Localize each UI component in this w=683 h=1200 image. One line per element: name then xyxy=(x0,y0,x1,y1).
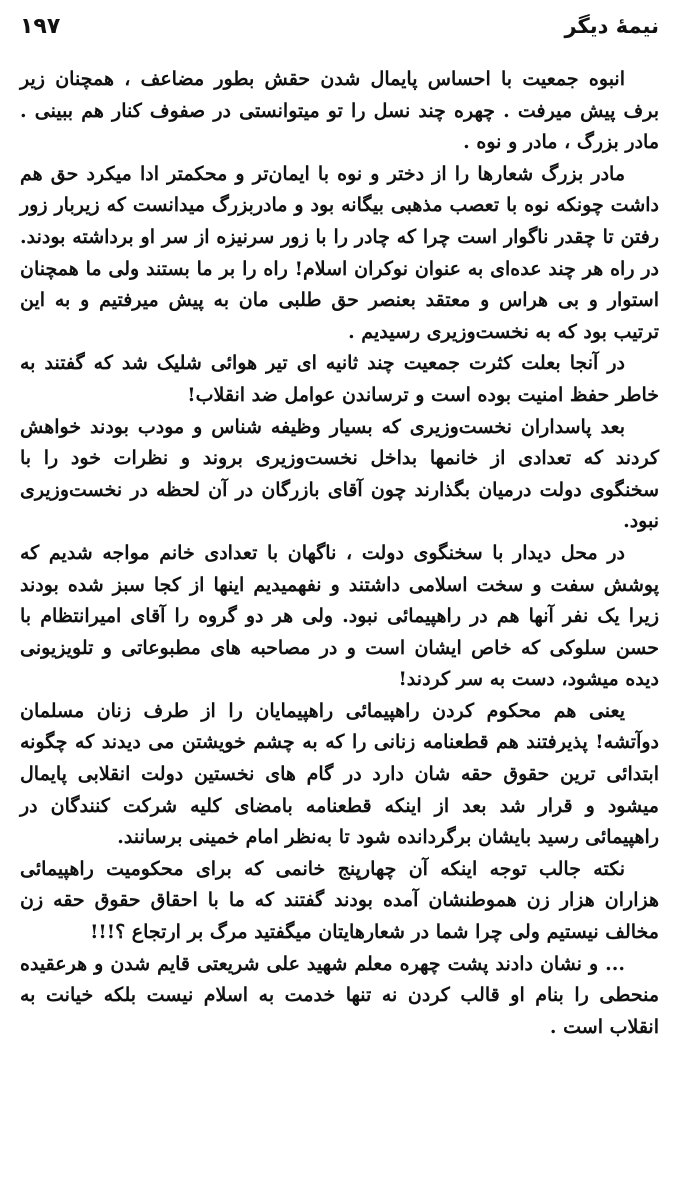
running-title: نیمهٔ دیگر xyxy=(564,14,659,38)
page-header xyxy=(20,14,659,54)
paragraph: نکته جالب توجه اینکه آن چهارپنج خانمی که برای محکومیت راهپیمائی هزاران هزار زن هموطنشان آمده بودند گفتند که ما با احقاق حقوق حقه زن مخالف نیستیم ولی چرا شما در شعارهایتان میگفتید مرگ بر ارتجاع ؟!!! xyxy=(20,857,659,944)
paragraph: ... و نشان دادند پشت چهره معلم شهید علی شریعتی قایم شدن و هرعقیده منحطی را بنام او قالب کردن نه تنها خدمت به اسلام نیست بلکه خیانت به انقلاب است . xyxy=(20,952,659,1038)
paragraph: یعنی هم محکوم کردن راهپیمائی راهپیمایان را از طرف زنان مسلمان دوآتشه! پذیرفتند هم قطعنامه زنانی را که به چشم خویشتن می دیدند که چگونه ابتدائی ترین حقوق حقه شان دارد در گام های نخستین دولت انقلابی پایمال میشود و قرار شد بعد از اینکه قطعنامه بامضای کلیه شرکت کنندگان در راهپیمائی رسید بایشان برگردانده شود تا به‌نظر امام خمینی برسانند. xyxy=(20,699,659,849)
paragraph: بعد پاسداران نخست‌وزیری که بسیار وظیفه شناس و مودب بودند خواهش کردند که تعدادی از خانمها بداخل نخست‌وزیری بروند و نظرات خود را با سخنگوی دولت درمیان بگذارند چون آقای بازرگان در آن لحظه در نخست‌وزیری نبود. xyxy=(20,415,659,533)
body-text xyxy=(20,64,659,1043)
paragraph: در آنجا بعلت کثرت جمعیت چند ثانیه ای تیر هوائی شلیک شد که گفتند به خاطر حفظ امنیت بوده است و ترساندن عوامل ضد انقلاب! xyxy=(20,352,659,406)
page-number: ۱۹۷ xyxy=(20,14,61,39)
paragraph: مادر بزرگ شعارها را از دختر و نوه با ایمان‌تر و محکمتر ادا میکرد حق هم داشت چونکه نوه با تعصب مذهبی بیگانه بود و مادربزرگ میدانست که زیربار زور رفتن تا چقدر ناگوار است چرا که چادر را با زور سرنیزه از سر او برداشته بودند. در راه هر چند عده‌ای به عنوان نوکران اسلام! راه را بر ما بستند ولی ما همچنان استوار و بی هراس و معتقد بعنصر حق طلبی مان به پیش میرفتیم و به این ترتیب بود که به نخست‌وزیری رسیدیم . xyxy=(20,162,659,343)
paragraph: در محل دیدار با سخنگوی دولت ، ناگهان با تعدادی خانم مواجه شدیم که پوشش سفت و سخت اسلامی داشتند و نفهمیدیم اینها از کجا سبز شده بودند زیرا یک نفر آنها هم در راهپیمائی نبود. ولی هر دو گروه را آقای امیرانتظام با حسن سلوکی که خاص ایشان است و در مصاحبه های مطبوعاتی و تلویزیونی دیده میشود، دست به سر کردند! xyxy=(20,541,659,691)
paragraph: انبوه جمعیت با احساس پایمال شدن حقش بطور مضاعف ، همچنان زیر برف پیش میرفت . چهره چند نسل را تو میتوانستی در صفوف کنار هم ببینی . مادر بزرگ ، مادر و نوه . xyxy=(20,68,659,154)
